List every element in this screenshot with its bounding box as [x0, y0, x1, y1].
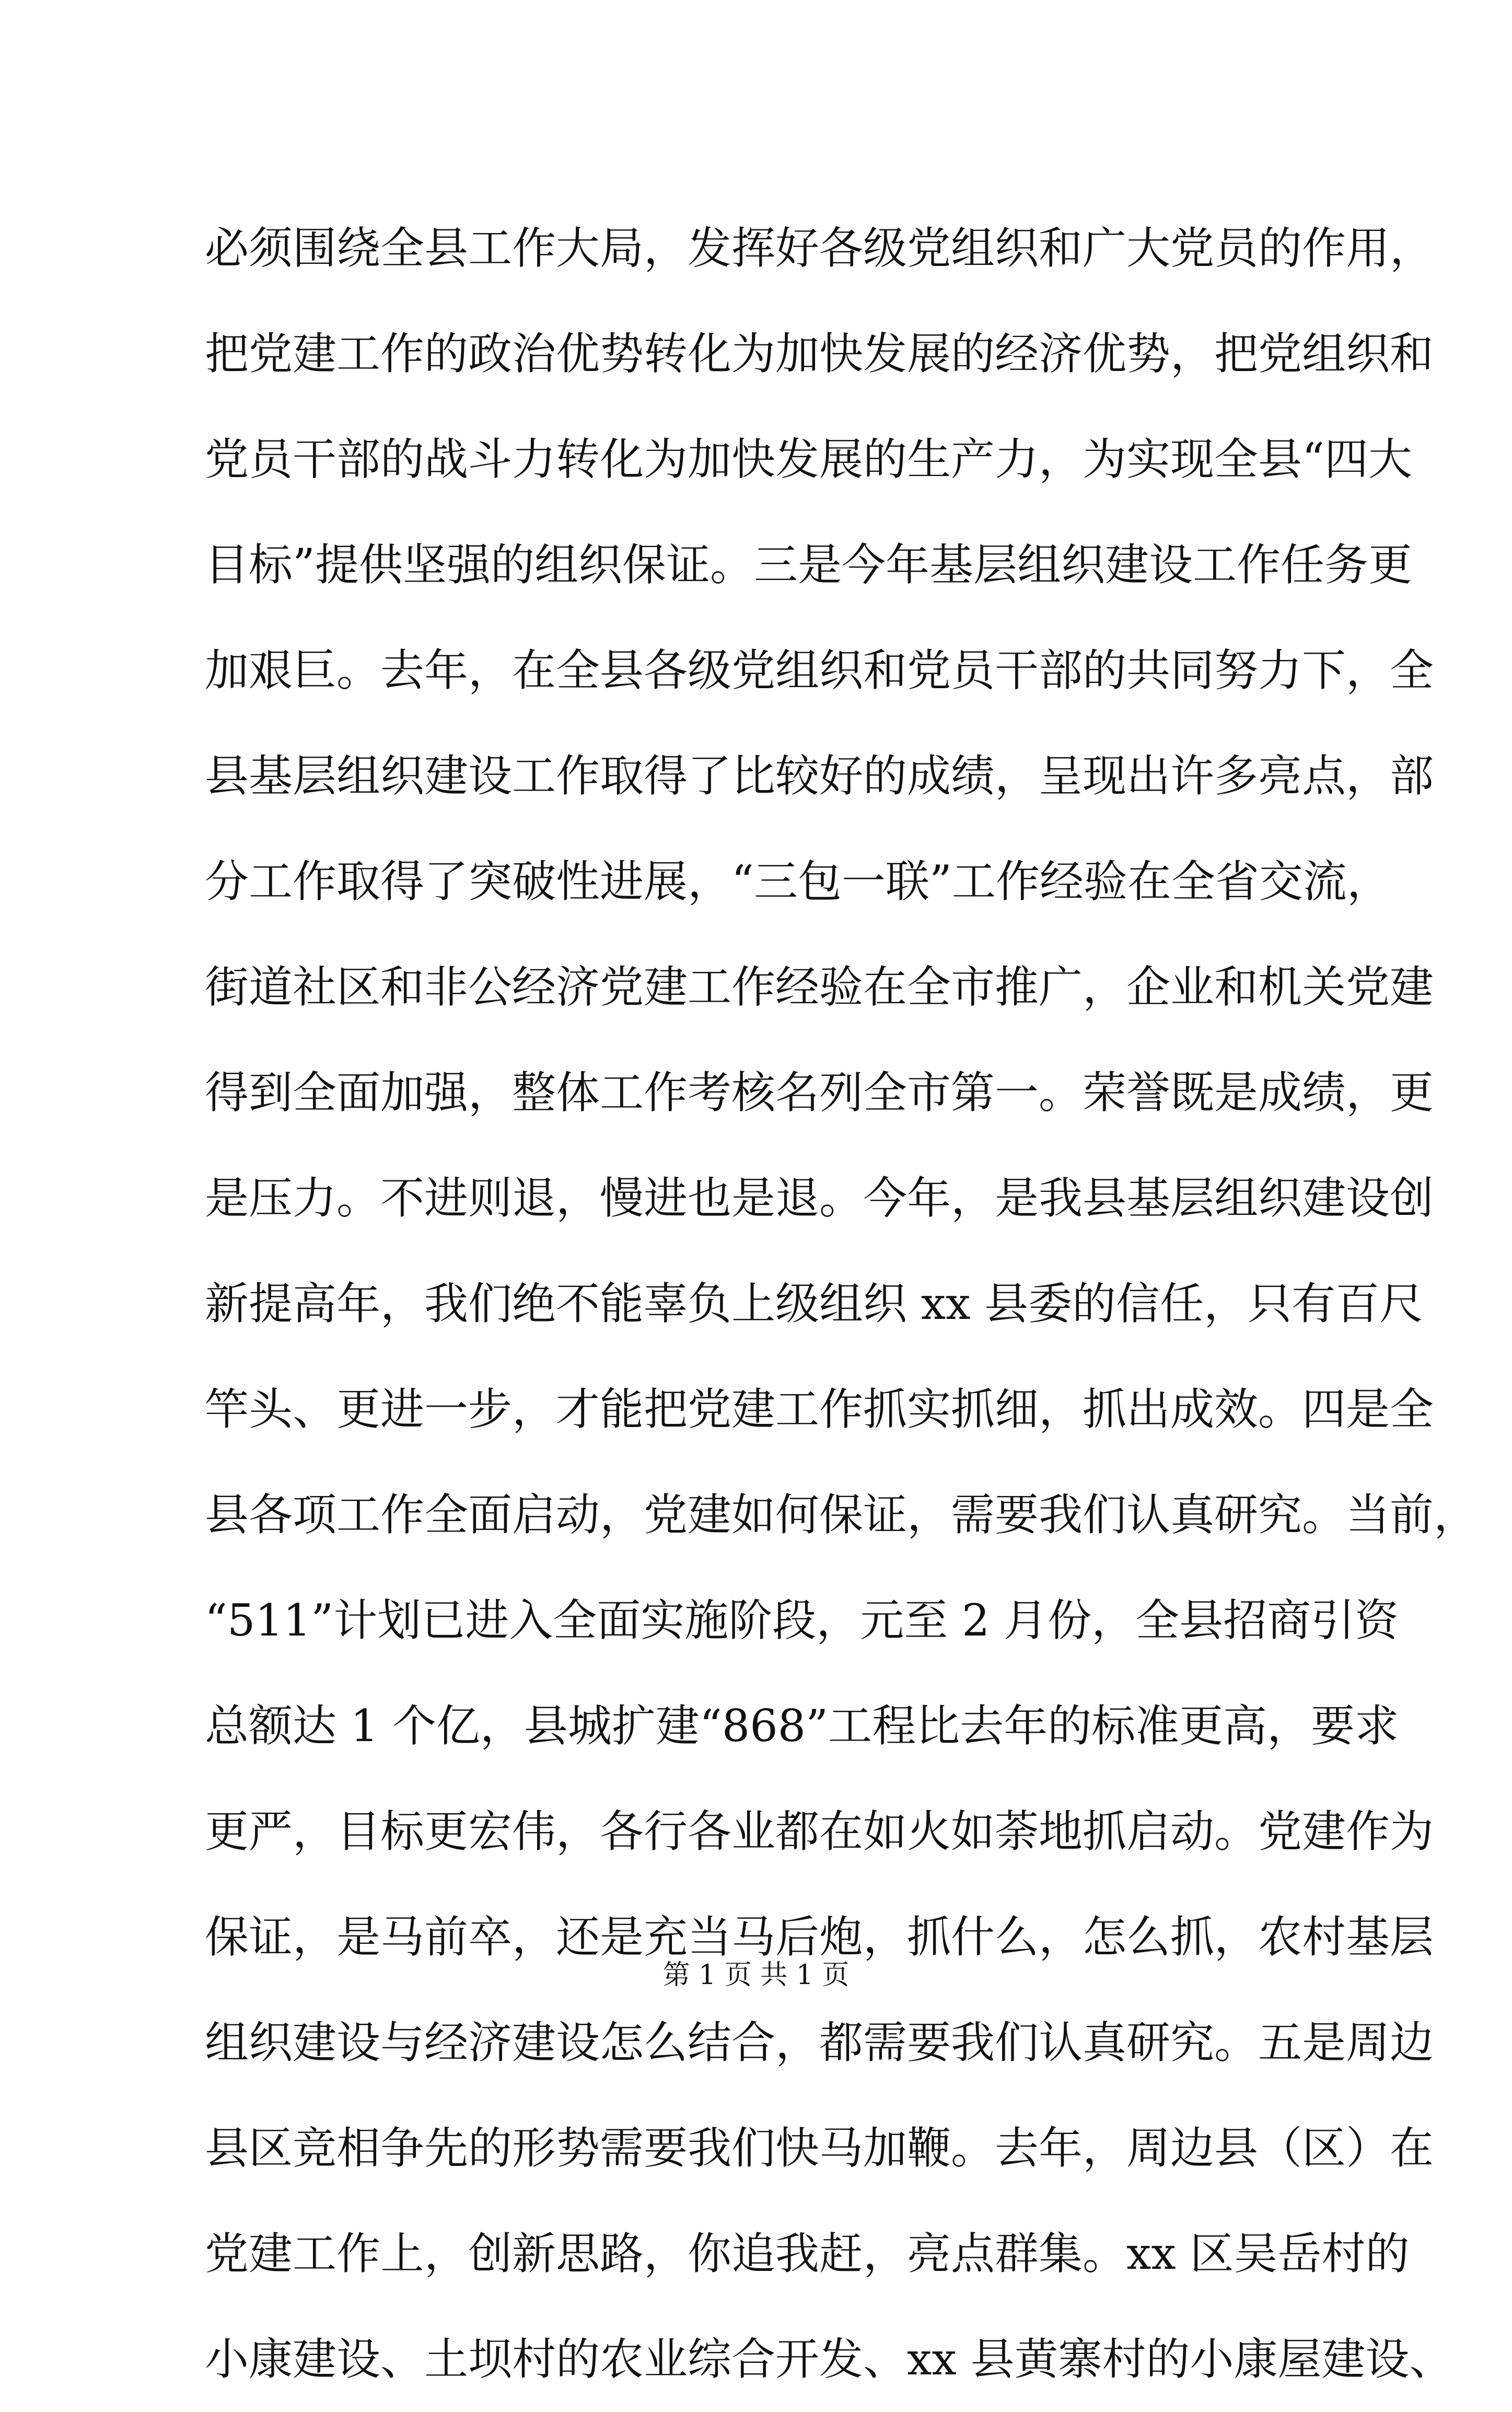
text-line-19: 县区竞相争先的形势需要我们快马加鞭。去年，周边县（区）在 [205, 2123, 1434, 2174]
text-line-4: 目标”提供坚强的组织保证。三是今年基层组织建设工作任务更 [205, 539, 1412, 590]
text-line-2: 把党建工作的政治优势转化为加快发展的经济优势，把党组织和 [205, 328, 1434, 379]
text-line-17: 保证，是马前卒，还是充当马后炮，抓什么，怎么抓，农村基层 [205, 1911, 1434, 1963]
page-footer [0, 1954, 1512, 1996]
text-line-6: 县基层组织建设工作取得了比较好的成绩，呈现出许多亮点，部 [205, 750, 1434, 802]
text-line-15: 总额达 1 个亿，县城扩建“868”工程比去年的标准更高，要求 [205, 1700, 1399, 1752]
text-line-8: 街道社区和非公经济党建工作经验在全市推广，企业和机关党建 [205, 961, 1434, 1013]
body-text [205, 195, 1478, 2412]
text-line-13: 县各项工作全面启动，党建如何保证，需要我们认真研究。当前， [205, 1489, 1478, 1540]
text-line-3: 党员干部的战斗力转化为加快发展的生产力，为实现全县“四大 [205, 434, 1412, 485]
text-line-5: 加艰巨。去年，在全县各级党组织和党员干部的共同努力下，全 [205, 645, 1434, 696]
text-line-7: 分工作取得了突破性进展，“三包一联”工作经验在全省交流， [205, 856, 1391, 907]
text-line-10: 是压力。不进则退，慢进也是退。今年，是我县基层组织建设创 [205, 1173, 1434, 1224]
text-line-14: “511”计划已进入全面实施阶段，元至 2 月份，全县招商引资 [205, 1595, 1399, 1646]
text-line-9: 得到全面加强，整体工作考核名列全市第一。荣誉既是成绩，更 [205, 1067, 1434, 1118]
text-line-18: 组织建设与经济建设怎么结合，都需要我们认真研究。五是周边 [205, 2017, 1434, 2068]
text-line-16: 更严，目标更宏伟，各行各业都在如火如荼地抓启动。党建作为 [205, 1806, 1434, 1857]
text-line-21: 小康建设、土坝村的农业综合开发、xx 县黄寨村的小康屋建设、 [205, 2334, 1453, 2385]
page-number-label: 第 1 页 共 1 页 [662, 1959, 850, 1991]
text-line-1: 必须围绕全县工作大局，发挥好各级党组织和广大党员的作用， [205, 223, 1434, 274]
text-line-12: 竿头、更进一步，才能把党建工作抓实抓细，抓出成效。四是全 [205, 1384, 1434, 1435]
text-line-11: 新提高年，我们绝不能辜负上级组织 xx 县委的信任，只有百尺 [205, 1278, 1424, 1329]
text-line-20: 党建工作上，创新思路，你追我赶，亮点群集。xx 区吴岳村的 [205, 2228, 1410, 2279]
